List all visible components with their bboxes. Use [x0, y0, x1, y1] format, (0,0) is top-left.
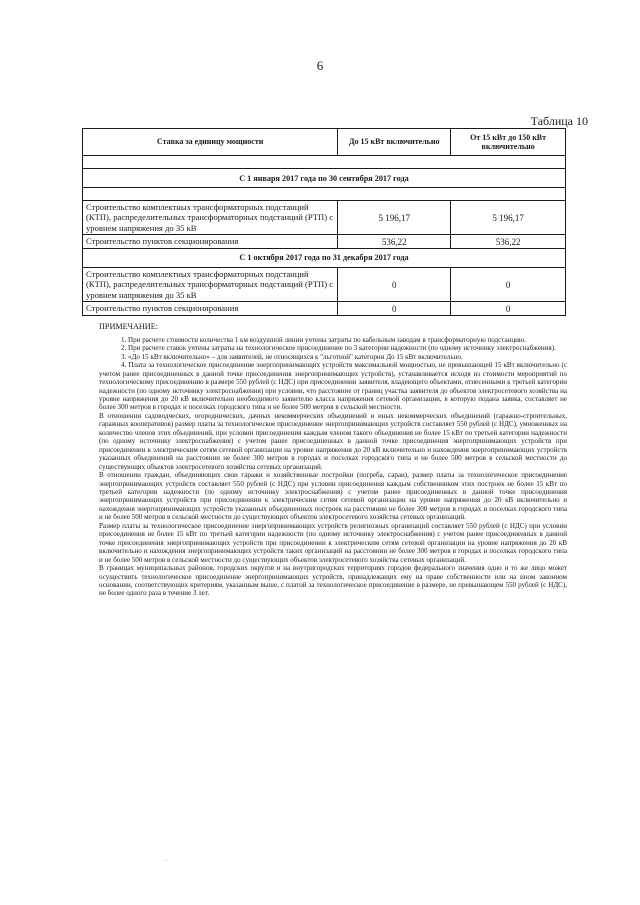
header-15-to-150kw: От 15 кВт до 150 кВт включительно [451, 129, 566, 156]
row-value-15-to-150kw: 0 [451, 267, 566, 301]
note-paragraph: 3. «До 15 кВт включительно» – для заявителей, не относящихся к "льготной" категории До 15 кВт включительно. [121, 352, 463, 361]
page-number: 6 [316, 58, 324, 73]
row-label: Строительство пунктов секционирования [83, 235, 338, 248]
table-caption: Таблица 10 [530, 114, 588, 128]
row-value-up-to-15kw: 0 [338, 302, 451, 315]
note-paragraph: Размер платы за технологическое присоединение энергопринимающих устройств религиозных организаций составляет 550 рублей (с НДС) при условии присоединения не более 15 кВт по третьей категории надежности (по одному источнику электроснабжения) с учетом ранее присоединенных в данной точке присоединения энергопринимающих устройств при присоединении к электрическим сетям сетевой организации на уровне напряжения до 20 кВ включительно и нахождения энергопринимающих устройств таких организаций на расстоянии не более 300 метров в городах и поселках городского типа и не более 500 метров в сельской местности до существующих объектов электросетевого хозяйства сетевых организаций. [99, 521, 567, 564]
row-label: Строительство комплектных трансформаторных подстанций (КТП), распределительных трансформаторных подстанций (РТП) с уровнем напряжения до 35 кВ [83, 267, 338, 301]
spacer-row [83, 156, 566, 169]
row-value-15-to-150kw: 5 196,17 [451, 201, 566, 235]
table-row [83, 267, 566, 301]
row-label: Строительство комплектных трансформаторных подстанций (КТП), распределительных трансформаторных подстанций (РТП) с уровнем напряжения до 35 кВ [83, 201, 338, 235]
note-paragraph: 4. Плата за технологическое присоединение энергопринимающих устройств максимальной мощностью, не превышающей 15 кВт включительно (с учетом ранее присоединенных в данной точке присоединения энергопринимающих устройств), устанавливается исходя из стоимости мероприятий по технологическому присоединению в размере 550 рублей (с НДС) при присоединении заявителя, владеющего объектами, отнесенными к третьей категории надежности (по одному источнику электроснабжения) при условии, что расстояние от границ участка заявителя до объектов электросетевого хозяйства на уровне напряжения до 20 кВ включительно необходимого заявителю класса напряжения сетевой организации, в которую подана заявка, составляет не более 300 метров в городах и поселках городского типа и не более 500 метров в сельской местности. [99, 361, 567, 412]
spacer-row [83, 188, 566, 201]
note-paragraph: В отношении садоводческих, огороднических, дачных некоммерческих объединений и иных некоммерческих объединений (гаражно-строительных, гаражных кооперативов) размер платы за технологическое присоединение энергопринимающих устройств составляет 550 рублей (с НДС), умноженных на количество членов этих объединений, при условии присоединения каждым членом такого объединения не более 15 кВт по третьей категории надежности (по одному источнику электроснабжения) с учетом ранее присоединенных в данной точке присоединения энергопринимающих устройств при присоединении к электрическим сетям сетевой организации на уровне напряжения до 20 кВ включительно и нахождения энергопринимающих устройств указанных объединений на расстоянии не более 300 метров в городах и поселках городского типа и не более 500 метров в сельской местности до существующих объектов электросетевого хозяйства сетевых организаций. [99, 411, 567, 471]
rates-table [82, 128, 566, 316]
row-value-15-to-150kw: 536,22 [451, 235, 566, 248]
scan-mark: · [165, 857, 168, 865]
table-header-row [83, 129, 566, 156]
header-up-to-15kw: До 15 кВт включительно [338, 129, 451, 156]
row-value-up-to-15kw: 0 [338, 267, 451, 301]
period-row [83, 169, 566, 188]
row-value-up-to-15kw: 5 196,17 [338, 201, 451, 235]
period-title: С 1 октября 2017 года по 31 декабря 2017 года [83, 248, 566, 267]
period-title: С 1 января 2017 года по 30 сентября 2017 года [83, 169, 566, 188]
table-row [83, 302, 566, 315]
period-row [83, 248, 566, 267]
note-paragraph: В отношении граждан, объединяющих свои гаражи и хозяйственные постройки (погреба, сараи), размер платы за технологическое присоединение энергопринимающих устройств составляет 550 рублей (с НДС) при условии присоединения каждым собственником этих построек не более 15 кВт по третьей категории надежности (по одному источнику электроснабжения) с учетом ранее присоединенных в данной точке присоединения энергопринимающих устройств при присоединении к электрическим сетям сетевой организации на уровне напряжения до 20 кВ включительно и нахождения энергопринимающих устройств указанных объединенных построек на расстоянии не более 300 метров в городах и поселках городского типа и не более 500 метров в сельской местности до существующих объектов электросетевого хозяйства сетевых организаций. [99, 471, 567, 522]
note-paragraph: В границах муниципальных районов, городских округов и на внутригородских территориях городов федерального значения одно и то же лицо может осуществить технологическое присоединение энергопринимающих устройств, принадлежащих ему на праве собственности или на ином законном основании, соответствующих критериям, указанным выше, с платой за технологическое присоединение в размере, не превышающем 550 рублей (с НДС), не более одного раза в течение 3 лет. [99, 564, 567, 598]
note-paragraph: 2. При расчете ставок учтены затраты на технологическое присоединение по 3 категории надежности (по одному источнику электроснабжения). [121, 344, 556, 353]
spacer-cell [83, 156, 566, 169]
notes-section [99, 322, 567, 598]
row-value-15-to-150kw: 0 [451, 302, 566, 315]
notes-heading: ПРИМЕЧАНИЕ: [99, 322, 158, 331]
table-row [83, 201, 566, 235]
spacer-cell [83, 188, 566, 201]
table-row [83, 235, 566, 248]
header-rate: Ставка за единицу мощности [83, 129, 338, 156]
row-value-up-to-15kw: 536,22 [338, 235, 451, 248]
note-paragraph: 1. При расчете стоимости количества 1 км воздушной линии учтены затраты по кабельным заводам в трансформаторную подстанцию. [121, 335, 526, 344]
row-label: Строительство пунктов секционирования [83, 302, 338, 315]
